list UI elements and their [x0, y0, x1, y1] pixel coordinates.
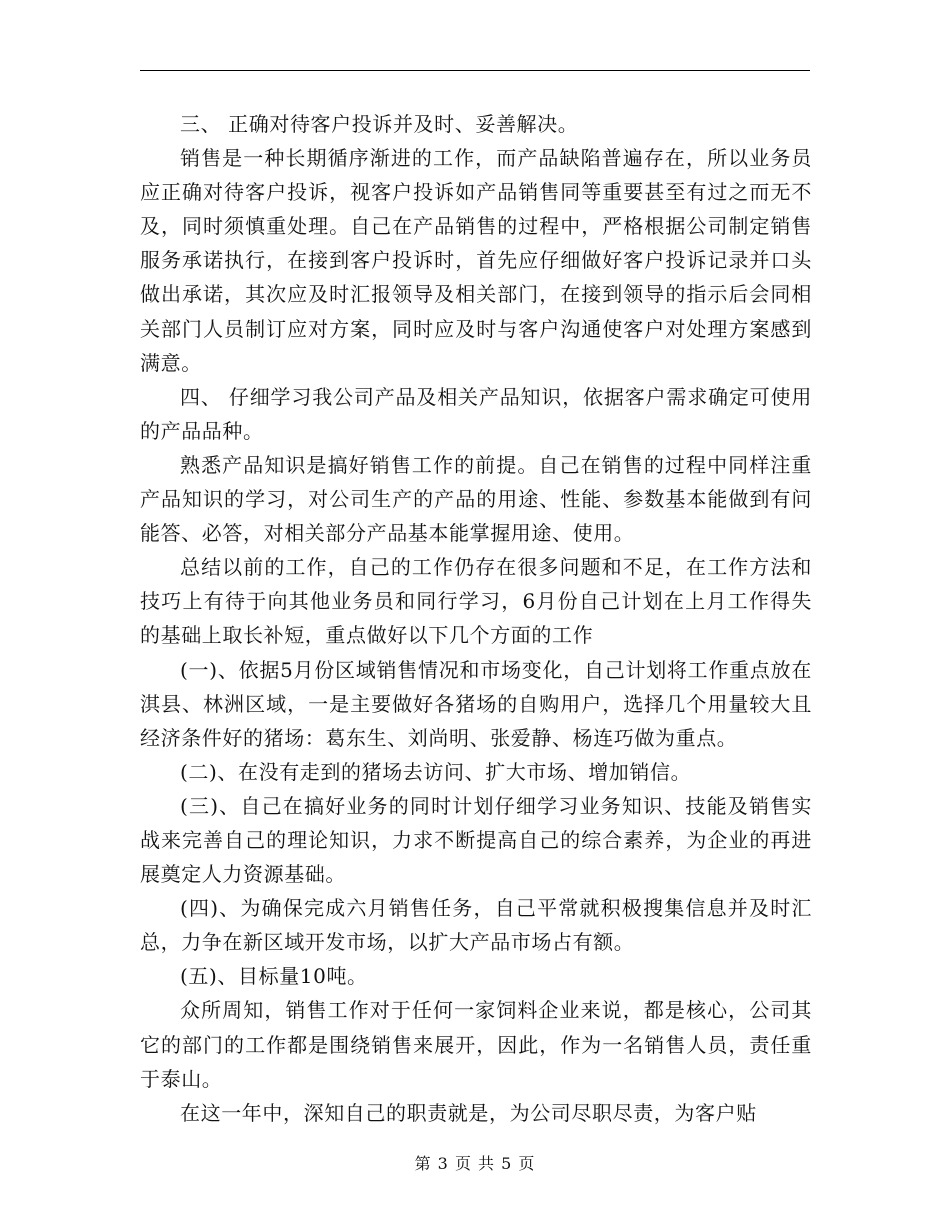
paragraph-year-duties: 在这一年中，深知自己的职责就是，为公司尽职尽责，为客户贴 — [180, 1100, 757, 1125]
paragraph-complaint-handling: 销售是一种长期循序渐进的工作，而产品缺陷普遍存在，所以业务员应正确对待客户投诉，视客户投诉如产品销售同等重要甚至有过之而无不及，同时须慎重处理。自己在产品销售的过程中，严格根据公司制定销售服务承诺执行，在接到客户投诉时，首先应仔细做好客户投诉记录并口头做出承诺，其次应及时汇报领导及相关部门，在接到领导的指示后会同相关部门人员制订应对方案，同时应及时与客户沟通使客户对处理方案感到满意。 — [140, 146, 812, 375]
paragraph-plan-item-3: (三)、自己在搞好业务的同时计划仔细学习业务知识、技能及销售实战来完善自己的理论知识，力求不断提高自己的综合素养，为企业的再进展奠定人力资源基础。 — [140, 793, 812, 887]
document-body — [140, 107, 812, 1130]
page-number-footer: 第 3 页 共 5 页 — [414, 1154, 536, 1173]
paragraph-plan-item-5: (五)、目标量10吨。 — [180, 964, 368, 989]
paragraph-section-four-heading: 四、 仔细学习我公司产品及相关产品知识，依据客户需求确定可使用的产品品种。 — [140, 384, 812, 443]
paragraph-section-three-heading: 三、 正确对待客户投诉并及时、妥善解决。 — [180, 112, 579, 136]
paragraph-sales-importance: 众所周知，销售工作对于任何一家饲料企业来说，都是核心，公司其它的部门的工作都是围绕销售来展开，因此，作为一名销售人员，责任重于泰山。 — [140, 998, 812, 1091]
paragraph-summary: 总结以前的工作，自己的工作仍存在很多问题和不足，在工作方法和技巧上有待于向其他业务员和同行学习，6月份自己计划在上月工作得失的基础上取长补短，重点做好以下几个方面的工作 — [140, 555, 812, 648]
header-rule — [140, 70, 810, 71]
paragraph-plan-item-2: (二)、在没有走到的猪场去访问、扩大市场、增加销信。 — [180, 759, 692, 784]
paragraph-product-knowledge: 熟悉产品知识是搞好销售工作的前提。自己在销售的过程中同样注重产品知识的学习，对公司生产的产品的用途、性能、参数基本能做到有问能答、必答，对相关部分产品基本能掌握用途、使用。 — [140, 452, 812, 546]
paragraph-plan-item-4: (四)、为确保完成六月销售任务，自己平常就积极搜集信息并及时汇总，力争在新区域开发市场，以扩大产品市场占有额。 — [140, 896, 812, 955]
paragraph-plan-item-1: (一)、依据5月份区域销售情况和市场变化，自己计划将工作重点放在淇县、林洲区域，一是主要做好各猪场的自购用户，选择几个用量较大且经济条件好的猪场：葛东生、刘尚明、张爱静、杨连巧做为重点。 — [140, 657, 812, 750]
